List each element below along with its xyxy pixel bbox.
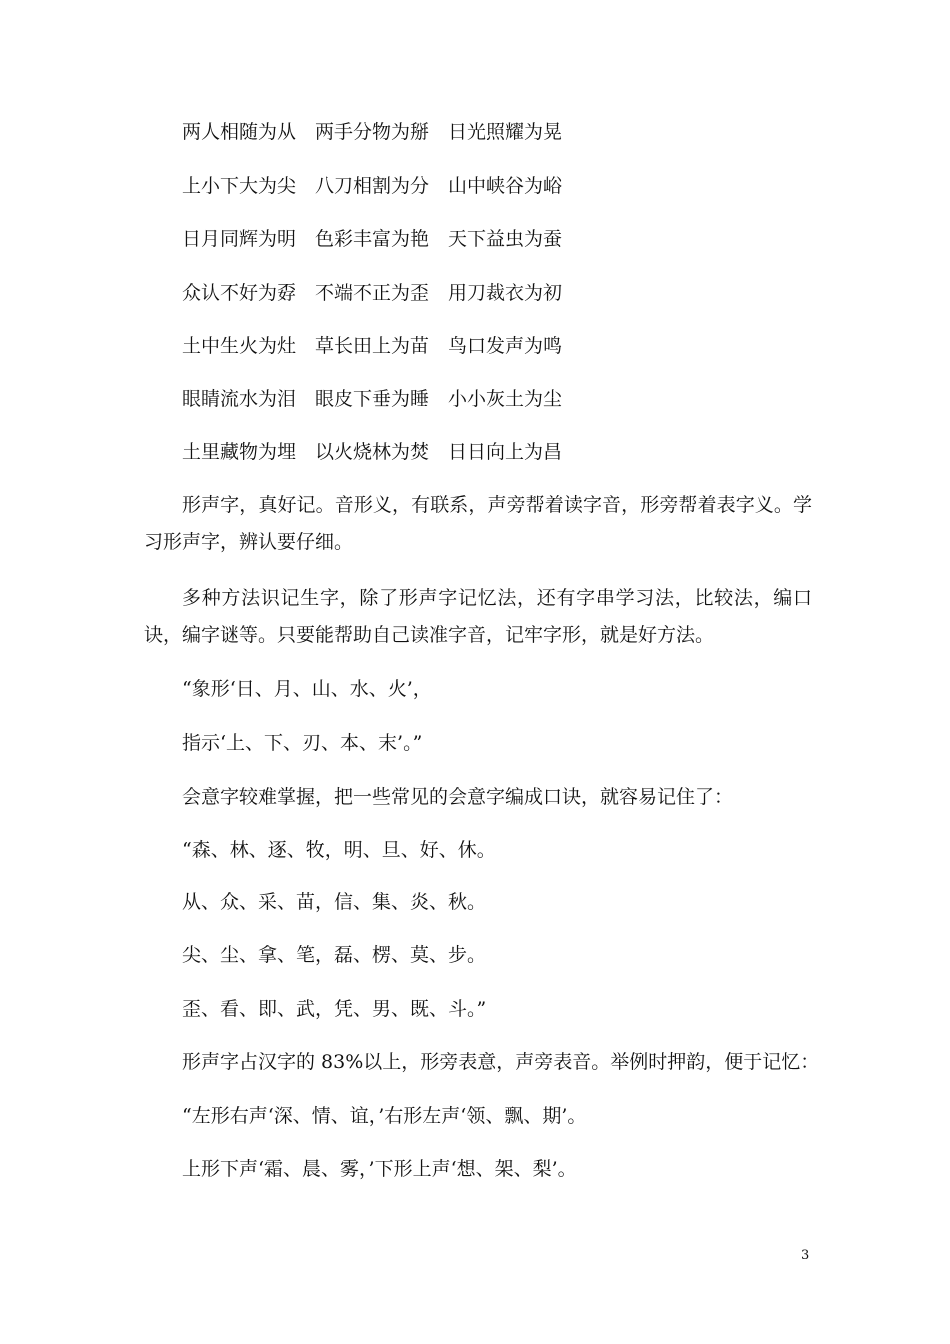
verse-line: 土里藏物为埋 以火烧林为焚 日日向上为昌	[182, 441, 563, 463]
mnemonic-line: 指示‘上、下、刃、本、末’。”	[182, 732, 423, 754]
verse-line: 上小下大为尖 八刀相割为分 山中峡谷为峪	[182, 175, 563, 197]
text-line: 形声字占汉字的 83%以上，形旁表意，声旁表音。举例时押韵，便于记忆：	[182, 1051, 820, 1073]
mnemonic-line: 从、众、采、苗，信、集、炎、秋。	[182, 891, 487, 913]
body-paragraph: 形声字，真好记。音形义，有联系，声旁帮着读字音，形旁帮着表字义。学习形声字，辨认要仔细。	[144, 494, 812, 553]
verse-line: 众认不好为孬 不端不正为歪 用刀裁衣为初	[182, 282, 563, 304]
verse-line: 土中生火为灶 草长田上为苗 鸟口发声为鸣	[182, 335, 563, 357]
mnemonic-line: 歪、看、即、武，凭、男、既、斗。”	[182, 998, 487, 1020]
page-number: 3	[801, 1248, 810, 1263]
mnemonic-line: 尖、尘、拿、笔，磊、楞、莫、步。	[182, 944, 487, 966]
mnemonic-line: “左形右声‘深、情、谊，’右形左声‘领、飘、期’。	[182, 1105, 587, 1127]
text-line: 会意字较难掌握，把一些常见的会意字编成口诀，就容易记住了：	[182, 786, 734, 808]
body-paragraph: 多种方法识记生字，除了形声字记忆法，还有字串学习法，比较法，编口诀，编字谜等。只要能帮助自己读准字音，记牢字形，就是好方法。	[144, 587, 812, 646]
verse-line: 眼睛流水为泪 眼皮下垂为睡 小小灰土为尘	[182, 388, 563, 410]
verse-line: 日月同辉为明 色彩丰富为艳 天下益虫为蚕	[182, 228, 563, 250]
mnemonic-line: 上形下声‘霜、晨、雾，’下形上声‘想、架、梨’。	[182, 1158, 577, 1180]
verse-line: 两人相随为从 两手分物为掰 日光照耀为晃	[182, 121, 563, 143]
mnemonic-line: “象形‘日、月、山、水、火’，	[182, 678, 432, 700]
mnemonic-line: “森、林、逐、牧，明、旦、好、休。	[182, 839, 496, 861]
